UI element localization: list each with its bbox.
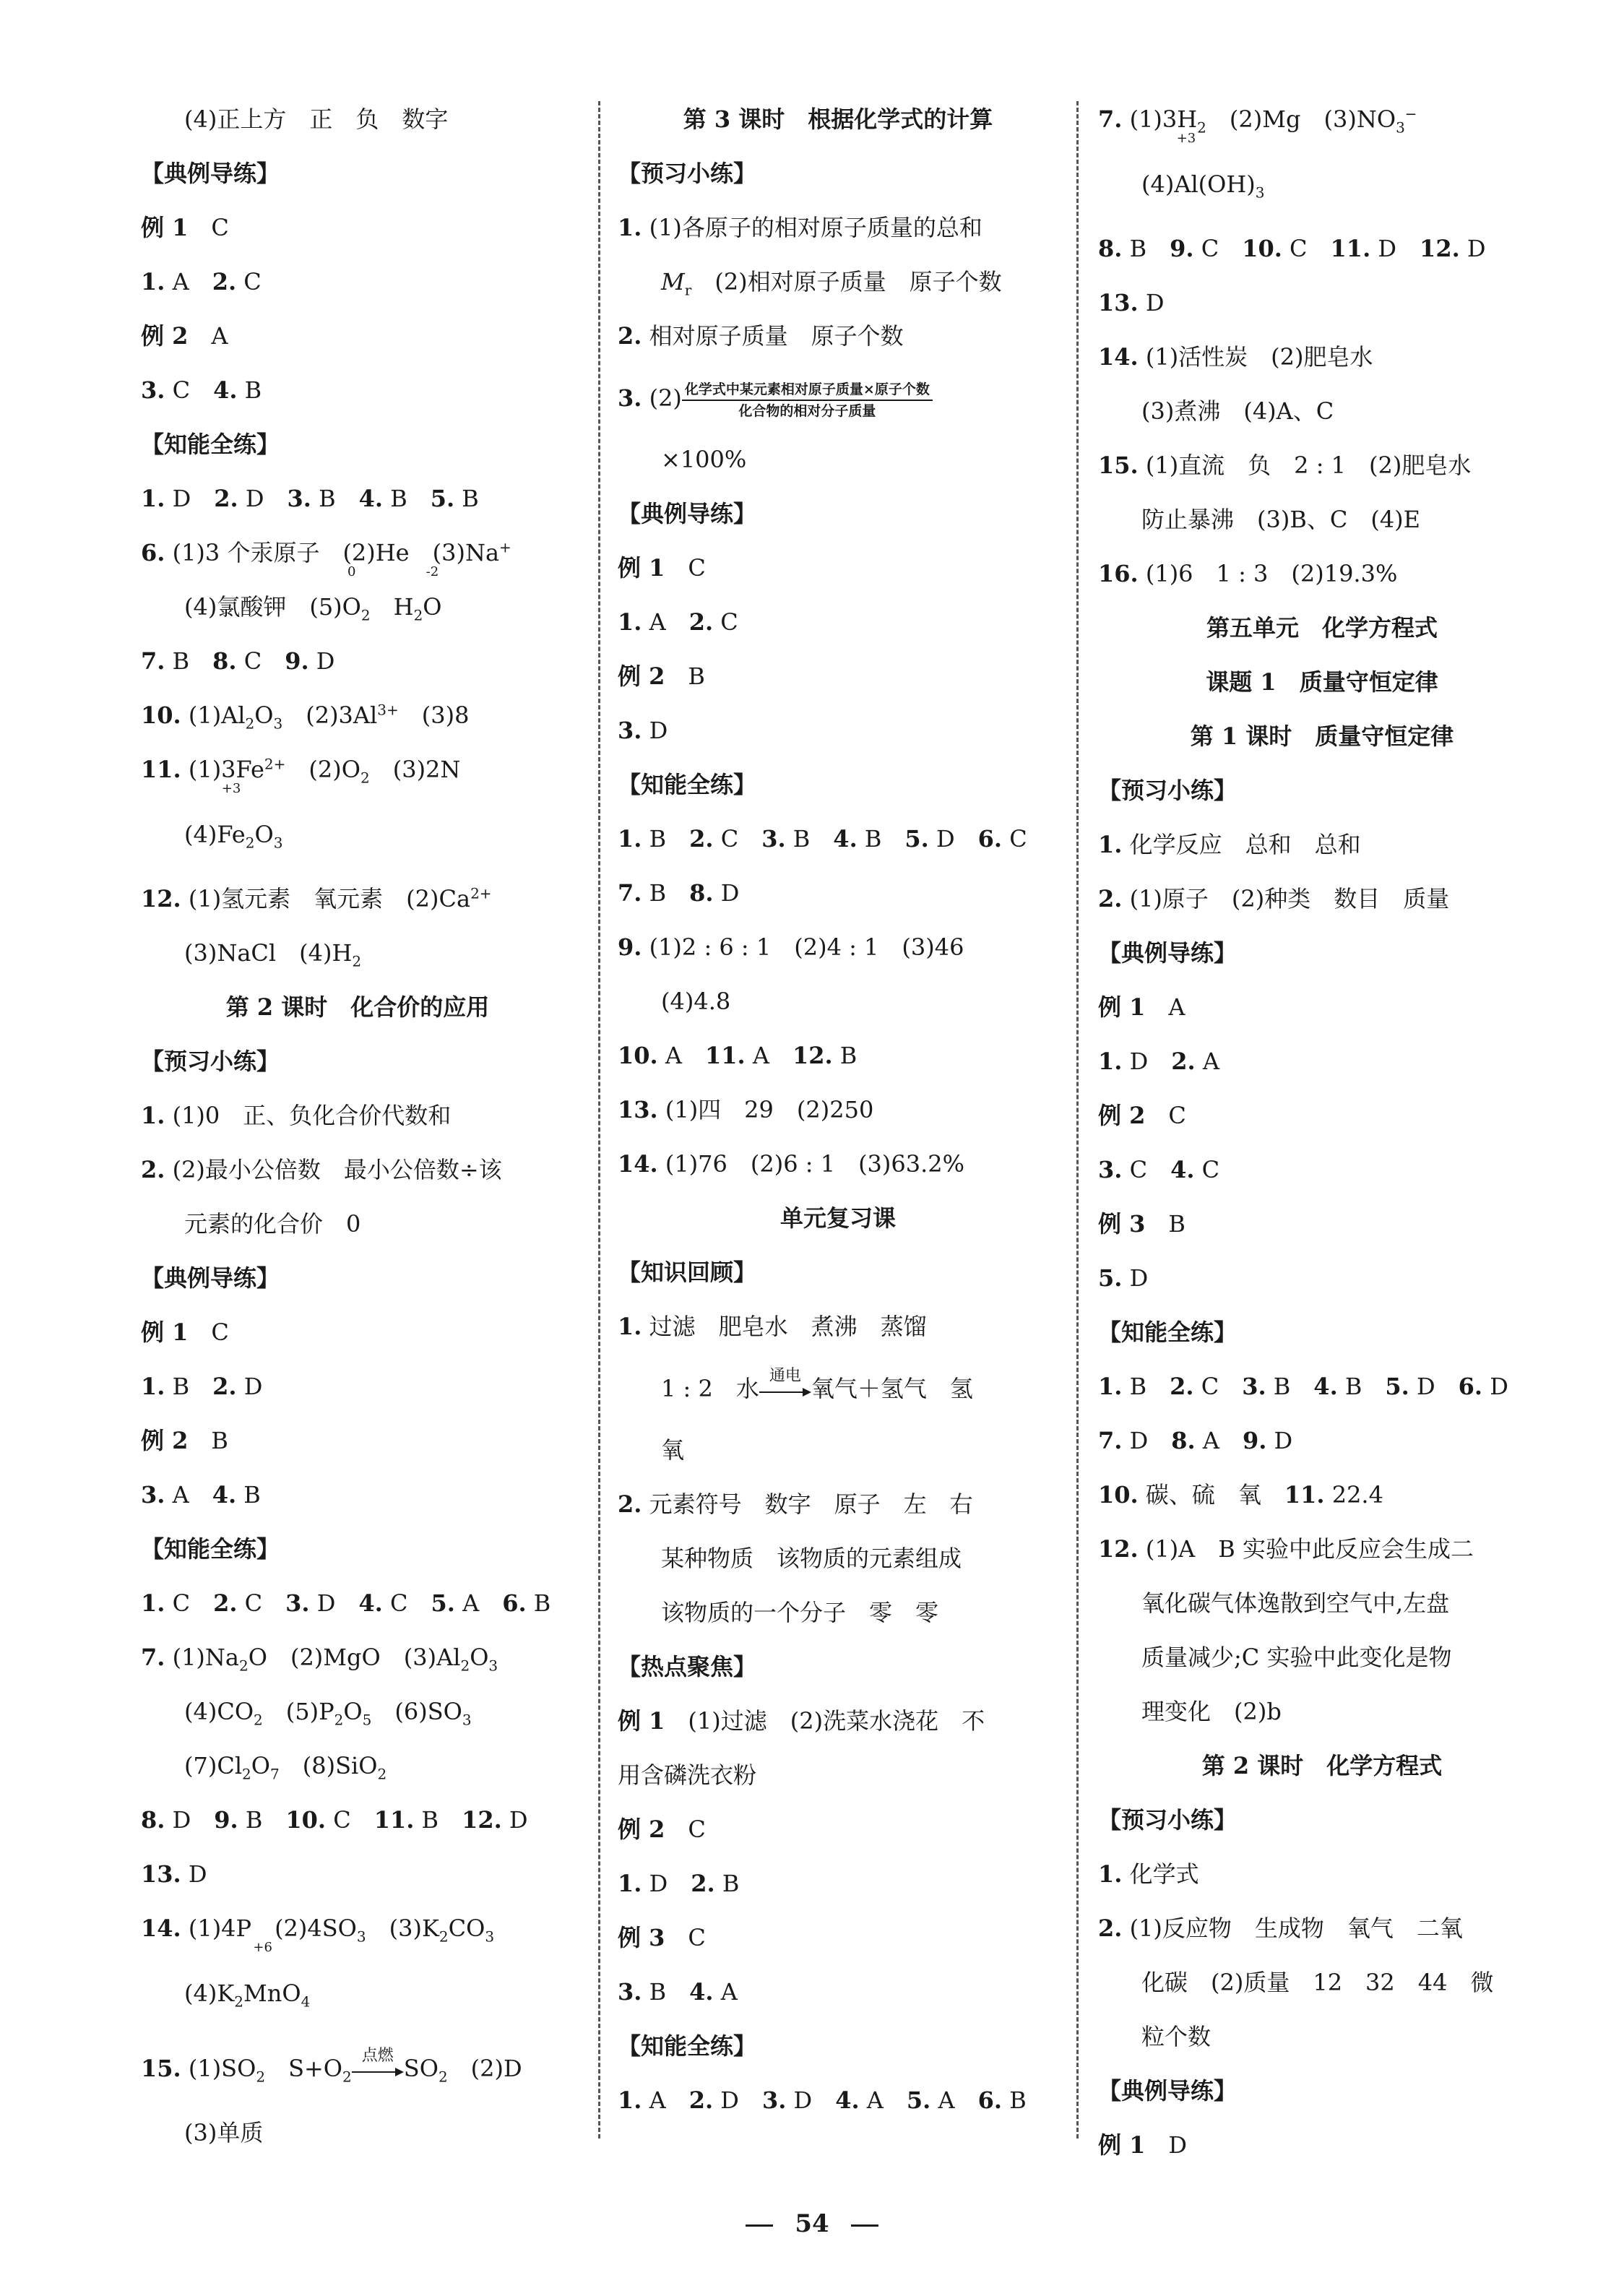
answer-line: 12. (1)A B 实验中此反应会生成二 bbox=[1098, 1535, 1474, 1563]
lesson-title: 第 2 课时 化学方程式 bbox=[1201, 1752, 1443, 1779]
lesson-title: 第 3 课时 根据化学式的计算 bbox=[683, 105, 993, 133]
answer-line: 例 1 C bbox=[618, 554, 706, 582]
answer-line: 13. D bbox=[1098, 289, 1165, 316]
answer-line: 1. 化学式 bbox=[1098, 1860, 1199, 1888]
answer-line: 10. A 11. A 12. B bbox=[618, 1042, 858, 1069]
answer-line: 16. (1)6 1 : 3 (2)19.3% bbox=[1098, 560, 1398, 587]
answer-line: 例 3 C bbox=[618, 1924, 706, 1951]
answer-line: 理变化 (2)b bbox=[1141, 1698, 1282, 1725]
section-heading: 【典例导练】 bbox=[1098, 939, 1238, 967]
page-number: 54 bbox=[795, 2209, 829, 2238]
section-heading: 【知能全练】 bbox=[618, 771, 757, 798]
lesson-title: 单元复习课 bbox=[779, 1204, 896, 1232]
lesson-title: 课题 1 质量守恒定律 bbox=[1206, 668, 1438, 696]
answer-line: 例 1 C bbox=[141, 214, 229, 241]
answer-line: (4)4.8 bbox=[661, 988, 731, 1015]
answer-line: (3)单质 bbox=[184, 2119, 264, 2146]
answer-line: 7. $(1)Na_2O$ (2)MgO $(3)Al_2O_3$ bbox=[141, 1644, 498, 1675]
answer-line: 1. 化学反应 总和 总和 bbox=[1098, 831, 1361, 858]
section-heading: 【典例导练】 bbox=[618, 500, 757, 527]
answer-line: 例 1 (1)过滤 (2)洗菜水浇花 不 bbox=[618, 1707, 985, 1735]
answer-line: 2. 相对原子质量 原子个数 bbox=[618, 322, 904, 350]
answer-line: 元素的化合价 0 bbox=[184, 1210, 361, 1238]
answer-line: 3. C 4. C bbox=[1098, 1156, 1220, 1183]
answer-line: (3)NaCl $(4)H_2$ bbox=[184, 939, 362, 970]
page-footer bbox=[0, 2209, 1624, 2238]
answer-line: 化碳 (2)质量 12 32 44 微 bbox=[1141, 1969, 1494, 1996]
answer-line: 3. D bbox=[618, 717, 668, 744]
answer-column-3 bbox=[1098, 92, 1546, 2172]
answer-line: 3. (2) $\frac{\text{化学式中某元素相对原子质量×原子个数}}{\text{化合物的相对分子质量}}$ bbox=[618, 363, 1058, 433]
answer-line: 例 2 A bbox=[141, 322, 228, 350]
answer-line: 14. (1)4P $(2)4SO_3$ $(3)K_2CO_3$ bbox=[141, 1915, 495, 1946]
answer-line: 氧化碳气体逸散到空气中,左盘 bbox=[1141, 1589, 1450, 1617]
lesson-title: 第 2 课时 化合价的应用 bbox=[225, 993, 490, 1021]
answer-line: 11. $(1)3Fe^{2+}$ $(2)O_2$ (3)2N bbox=[141, 755, 461, 787]
answer-line: 1. B 2. C 3. B 4. B 5. D 6. C bbox=[618, 825, 1027, 853]
answer-line: 10. $(1)Al_2O_3$ $(2)3Al^{3+}$ (3)8 bbox=[141, 701, 470, 733]
answer-line: (4) +3 $Al(OH)_3$ bbox=[1141, 131, 1265, 202]
column-divider-2 bbox=[1076, 101, 1079, 2139]
answer-line: 1. D 2. A bbox=[1098, 1048, 1219, 1075]
answer-line: $(4)K_2$ +6 MnO$_4$ bbox=[184, 1940, 311, 2011]
answer-line: 该物质的一个分子 零 零 bbox=[661, 1599, 939, 1626]
answer-line: 1. C 2. C 3. D 4. C 5. A 6. B bbox=[141, 1589, 551, 1617]
footer-dash-left bbox=[746, 2224, 773, 2227]
section-heading: 【预习小练】 bbox=[1098, 1806, 1238, 1834]
answer-line: 7. $(1)3H_2$ (2)Mg $(3)NO_3^-$ bbox=[1098, 105, 1417, 137]
answer-line: (3)煮沸 (4)A、C bbox=[1141, 397, 1334, 425]
answer-line: 例 1 C bbox=[141, 1319, 229, 1346]
answer-line: 12. (1)氢元素 氧元素 $(2)Ca^{2+}$ bbox=[141, 884, 492, 912]
footer-dash-right bbox=[851, 2224, 878, 2227]
section-heading: 【知能全练】 bbox=[141, 431, 280, 458]
answer-line: 1. D 2. D 3. B 4. B 5. B bbox=[141, 485, 479, 512]
answer-line: 15. $(1)SO_2$ $S+O_2$ 点燃 $SO_2$ (2)D bbox=[141, 2046, 522, 2086]
answer-line: $(7)Cl_2O_7$ (8)SiO$_2$ bbox=[184, 1752, 387, 1783]
answer-line: 7. D 8. A 9. D bbox=[1098, 1427, 1293, 1454]
answer-line: 例 3 B bbox=[1098, 1210, 1185, 1238]
answer-line: 某种物质 该物质的元素组成 bbox=[661, 1545, 962, 1572]
section-heading: 【预习小练】 bbox=[141, 1048, 280, 1075]
answer-line: 1. A 2. C bbox=[618, 608, 738, 636]
answer-line: 14. (1)活性炭 (2)肥皂水 bbox=[1098, 343, 1373, 371]
answer-line: 例 2 B bbox=[618, 663, 705, 690]
answer-line: 3. A 4. B bbox=[141, 1481, 261, 1509]
answer-line: 例 2 C bbox=[618, 1816, 706, 1843]
answer-line: 1. D 2. B bbox=[618, 1870, 740, 1897]
answer-line: 1. B 2. D bbox=[141, 1373, 263, 1400]
answer-line: 质量减少;C 实验中此变化是物 bbox=[1141, 1644, 1452, 1671]
answer-line: 14. (1)76 (2)6 : 1 (3)63.2% bbox=[618, 1150, 965, 1178]
answer-line: 例 2 C bbox=[1098, 1102, 1186, 1129]
answer-line: $M_r$ (2)相对原子质量 原子个数 bbox=[661, 268, 1002, 299]
answer-line: 1. A 2. D 3. D 4. A 5. A 6. B bbox=[618, 2086, 1027, 2114]
answer-line: 1. B 2. C 3. B 4. B 5. D 6. D bbox=[1098, 1373, 1508, 1400]
section-heading: 【热点聚焦】 bbox=[618, 1653, 757, 1680]
column-divider-1 bbox=[598, 101, 600, 2139]
answer-line: (4) +3 $Fe_2O_3$ bbox=[184, 781, 283, 852]
section-heading: 【知能全练】 bbox=[141, 1535, 280, 1563]
answer-line: 2. (1)原子 (2)种类 数目 质量 bbox=[1098, 885, 1450, 912]
answer-line: 6. (1)3 个汞原子 (2)He (3)Na+ bbox=[141, 538, 511, 566]
section-heading: 【知能全练】 bbox=[618, 2032, 757, 2060]
answer-line: 例 1 A bbox=[1098, 993, 1185, 1021]
lesson-title: 第五单元 化学方程式 bbox=[1206, 614, 1438, 642]
section-heading: 【知能全练】 bbox=[1098, 1319, 1238, 1346]
lesson-title: 第 1 课时 质量守恒定律 bbox=[1190, 722, 1454, 750]
answer-line: 1 : 2 水 通电 氧气＋氢气 氢 bbox=[661, 1366, 973, 1402]
answer-line: 1. (1)各原子的相对原子质量的总和 bbox=[618, 214, 982, 241]
answer-line: (4)正上方 正 负 数字 bbox=[184, 105, 449, 133]
answer-line: ×100% bbox=[661, 446, 747, 473]
answer-line: 1. (1)0 正、负化合价代数和 bbox=[141, 1102, 452, 1129]
answer-column-1 bbox=[141, 92, 574, 2160]
section-heading: 【预习小练】 bbox=[618, 160, 757, 187]
answer-line: 8. D 9. B 10. C 11. B 12. D bbox=[141, 1806, 528, 1834]
answer-line: 2. 元素符号 数字 原子 左 右 bbox=[618, 1490, 973, 1518]
answer-line: 氧 bbox=[661, 1436, 685, 1464]
answer-line: 13. D bbox=[141, 1860, 207, 1888]
answer-line: 8. B 9. C 10. C 11. D 12. D bbox=[1098, 235, 1486, 262]
answer-line: 7. B 8. C 9. D bbox=[141, 647, 335, 675]
answer-line: 3. C 4. B bbox=[141, 376, 262, 404]
answer-line: 粒个数 bbox=[1141, 2023, 1211, 2050]
section-heading: 【典例导练】 bbox=[141, 1264, 280, 1292]
answer-line: 例 2 B bbox=[141, 1427, 228, 1454]
answer-line: (4)氯酸钾 (5) 0 $O_2$ $H_2$ -2 O bbox=[184, 564, 442, 624]
answer-line: 2. (1)反应物 生成物 氧气 二氧 bbox=[1098, 1915, 1463, 1942]
section-heading: 【预习小练】 bbox=[1098, 777, 1238, 804]
answer-line: 9. (1)2 : 6 : 1 (2)4 : 1 (3)46 bbox=[618, 933, 964, 961]
answer-line: 1. 过滤 肥皂水 煮沸 蒸馏 bbox=[618, 1313, 927, 1340]
answer-line: 10. 碳、硫 氧 11. 22.4 bbox=[1098, 1481, 1383, 1509]
answer-line: 3. B 4. A bbox=[618, 1978, 738, 2006]
answer-line: 7. B 8. D bbox=[618, 879, 740, 907]
section-heading: 【知识回顾】 bbox=[618, 1259, 757, 1286]
answer-line: 1. A 2. C bbox=[141, 268, 262, 295]
answer-line: $(4)CO_2$ $(5)P_2O_5$ $(6)SO_3$ bbox=[184, 1698, 472, 1729]
section-heading: 【典例导练】 bbox=[141, 160, 280, 187]
answer-line: 15. (1)直流 负 2 : 1 (2)肥皂水 bbox=[1098, 452, 1472, 479]
answer-line: 防止暴沸 (3)B、C (4)E bbox=[1141, 506, 1421, 533]
answer-line: 5. D bbox=[1098, 1264, 1149, 1292]
answer-line: 13. (1)四 29 (2)250 bbox=[618, 1096, 874, 1123]
answer-line: 2. (2)最小公倍数 最小公倍数÷该 bbox=[141, 1156, 502, 1183]
answer-line: 例 1 D bbox=[1098, 2131, 1188, 2159]
answer-column-2 bbox=[618, 92, 1058, 2128]
section-heading: 【典例导练】 bbox=[1098, 2077, 1238, 2105]
answer-line: 用含磷洗衣粉 bbox=[618, 1761, 757, 1789]
